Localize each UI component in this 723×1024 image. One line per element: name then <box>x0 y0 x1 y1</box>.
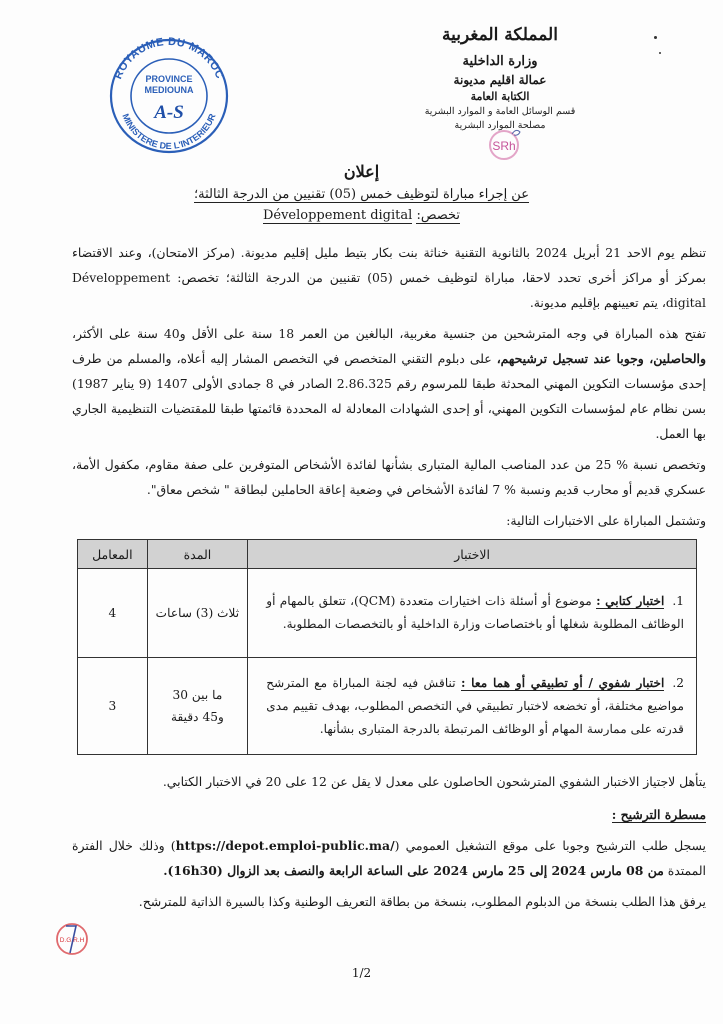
table-row <box>78 658 697 755</box>
specialty-value: Développement digital <box>262 208 413 223</box>
test-number: 2. <box>672 675 685 690</box>
secretariat-name: الكتابة العامة <box>470 90 530 103</box>
ministry-name: وزارة الداخلية <box>462 54 538 69</box>
procedure-heading-text: مسطرة الترشيح : <box>611 807 706 822</box>
seal-line2: MEDIOUNA <box>144 85 194 95</box>
paragraph-procedure <box>72 833 706 883</box>
stamp-row <box>0 920 723 960</box>
announcement-title: إعلان <box>343 162 380 181</box>
paragraph-tests-intro: وتشتمل المباراة على الاختبارات التالية: <box>506 513 706 528</box>
paragraph-exam-details: تنظم يوم الاحد 21 أبريل 2024 بالثانوية التقنية خناثة بنت بكار بتيط مليل إقليم مديونة. (مركز الامتحان)، وعند الاقتضاء بمركز أو مراكز أخرى تحدد لاحقا، مباراة لتوظيف خمس (05) تقنيين من الدرجة الثالثة؛ تخصص: Développement digital، يتم تعيينهم بإقليم مديونة. <box>72 245 707 310</box>
specialty-line <box>0 205 723 226</box>
eligibility-bold: والحاصلين، وجوبا عند تسجيل ترشيحهم، <box>496 351 706 366</box>
coefficient-cell: 4 <box>78 569 148 658</box>
subtitle-text: عن إجراء مباراة لتوظيف خمس (05) تقنيين من الدرجة الثالثة؛ <box>194 187 529 202</box>
procedure-dates: من 08 مارس 2024 إلى 25 مارس 2024 على الساعة الرابعة والنصف بعد الزوال (16h30). <box>163 863 664 878</box>
document-body <box>0 226 723 914</box>
top-area <box>0 0 723 152</box>
procedure-url-link[interactable]: https://depot.emploi-public.ma/ <box>175 838 395 853</box>
header-test: الاختبار <box>248 540 697 569</box>
speck <box>659 52 661 54</box>
test-description: تناقش فيه لجنة المباراة مع المترشح مواضيع مختلفة، أو تخضعه لاختبار تطبيقي في التخصص المطلوب، بهدف تقييم مدى قدرته على ممارسة المهام أو الوظائف المرتبطة بالدرجة المتبارى بشأنها. <box>266 675 684 736</box>
letterhead <box>375 24 625 133</box>
test-number: 1. <box>672 594 685 608</box>
procedure-text-a: يسجل طلب الترشيح وجوبا على موقع التشغيل العمومي ( <box>394 838 706 853</box>
seal-line1: PROVINCE <box>145 74 193 84</box>
specialty-label: تخصص: <box>416 208 461 223</box>
title-block <box>0 152 723 226</box>
dgrh-stamp-text: D.G.R.H <box>59 937 85 944</box>
test-cell <box>248 658 697 755</box>
procedure-text-b: ) وذلك خلال الفترة الممتدة <box>72 838 706 878</box>
duration-cell: ثلاث (3) ساعات <box>147 569 248 658</box>
paragraph-eligibility <box>72 321 706 446</box>
service-name: مصلحة الموارد البشرية <box>454 120 546 131</box>
header-coefficient: المعامل <box>78 540 148 569</box>
test-cell <box>248 569 697 658</box>
eligibility-text-a: تفتح هذه المباراة في وجه المترشحين من جنسية مغربية، البالغين من العمر 18 سنة على الأقل و40 سنة على الأكثر، <box>72 326 706 341</box>
speck <box>654 36 657 39</box>
hr-stamp-text: SRh <box>492 139 516 153</box>
paragraph-attachments: يرفق هذا الطلب بنسخة من الدبلوم المطلوب، بنسخة من بطاقة التعريف الوطنية وكذا بالسيرة الذاتية للمترشح. <box>138 894 706 909</box>
seal-bottom-text: MINISTERE DE L'INTERIEUR <box>120 112 218 152</box>
dgrh-stamp <box>54 920 90 956</box>
table-row <box>78 569 697 658</box>
seal-initials: A-S <box>154 102 184 123</box>
paragraph-oral-eligibility: يتأهل لاجتياز الاختبار الشفوي المترشحون الحاصلون على معدل لا يقل عن 12 على 20 في الاختبار الكتابي. <box>162 774 706 789</box>
hr-stamp <box>486 126 526 160</box>
header-duration: المدة <box>147 540 248 569</box>
tests-table <box>77 539 697 755</box>
table-header-row <box>78 540 697 569</box>
test-name: اختبار كتابي : <box>596 594 665 608</box>
procedure-heading <box>72 802 706 827</box>
coefficient-cell: 3 <box>78 658 148 755</box>
paragraph-quotas: وتخصص نسبة % 25 من عدد المناصب المالية المتبارى بشأنها لفائدة الأشخاص المتوفرين على صفة مقاوم، مكفول الأمة، عسكري قديم أو محارب قديم ونسبة % 7 لفائدة الأشخاص في وضعية إعاقة الحاملين لبطاقة " شخص معاق". <box>72 457 706 497</box>
duration-cell: ما بين 30 و45 دقيقة <box>147 658 248 755</box>
eligibility-text-b: على دبلوم التقني المتخصص في التخصص المشار إليه أعلاه، والمسلم من طرف إحدى مؤسسات التكوين المهني المحدثة طبقا للمرسوم رقم 2.86.325 الصادر في 8 جمادى الأولى 1407 (9 يناير 1987) بسن نظام عام لمؤسسات التكوين المهني، أو إحدى الشهادات المعادلة له المحددة قائمتها طبقا للمقتضيات التنظيمية الجاري بها العمل. <box>72 351 706 441</box>
page-number: 1/2 <box>351 966 372 980</box>
division-name: قسم الوسائل العامة و الموارد البشرية <box>424 106 576 117</box>
province-name: عمالة اقليم مديونة <box>453 73 547 87</box>
kingdom-name: المملكة المغربية <box>442 25 558 45</box>
test-name: اختبار شفوي / أو تطبيقي أو هما معا : <box>460 675 665 690</box>
announcement-subtitle <box>0 184 723 205</box>
official-seal-stamp <box>100 34 238 154</box>
test-description: موضوع أو أسئلة ذات اختيارات متعددة (QCM)، تتعلق بالمهام أو الوظائف المطلوبة شغلها أو باختصاصات وزارة الداخلية أو بالتخصصات المطلوبة. <box>266 594 684 631</box>
seal-ring-text: ROYAUME DU MAROC <box>112 35 226 81</box>
